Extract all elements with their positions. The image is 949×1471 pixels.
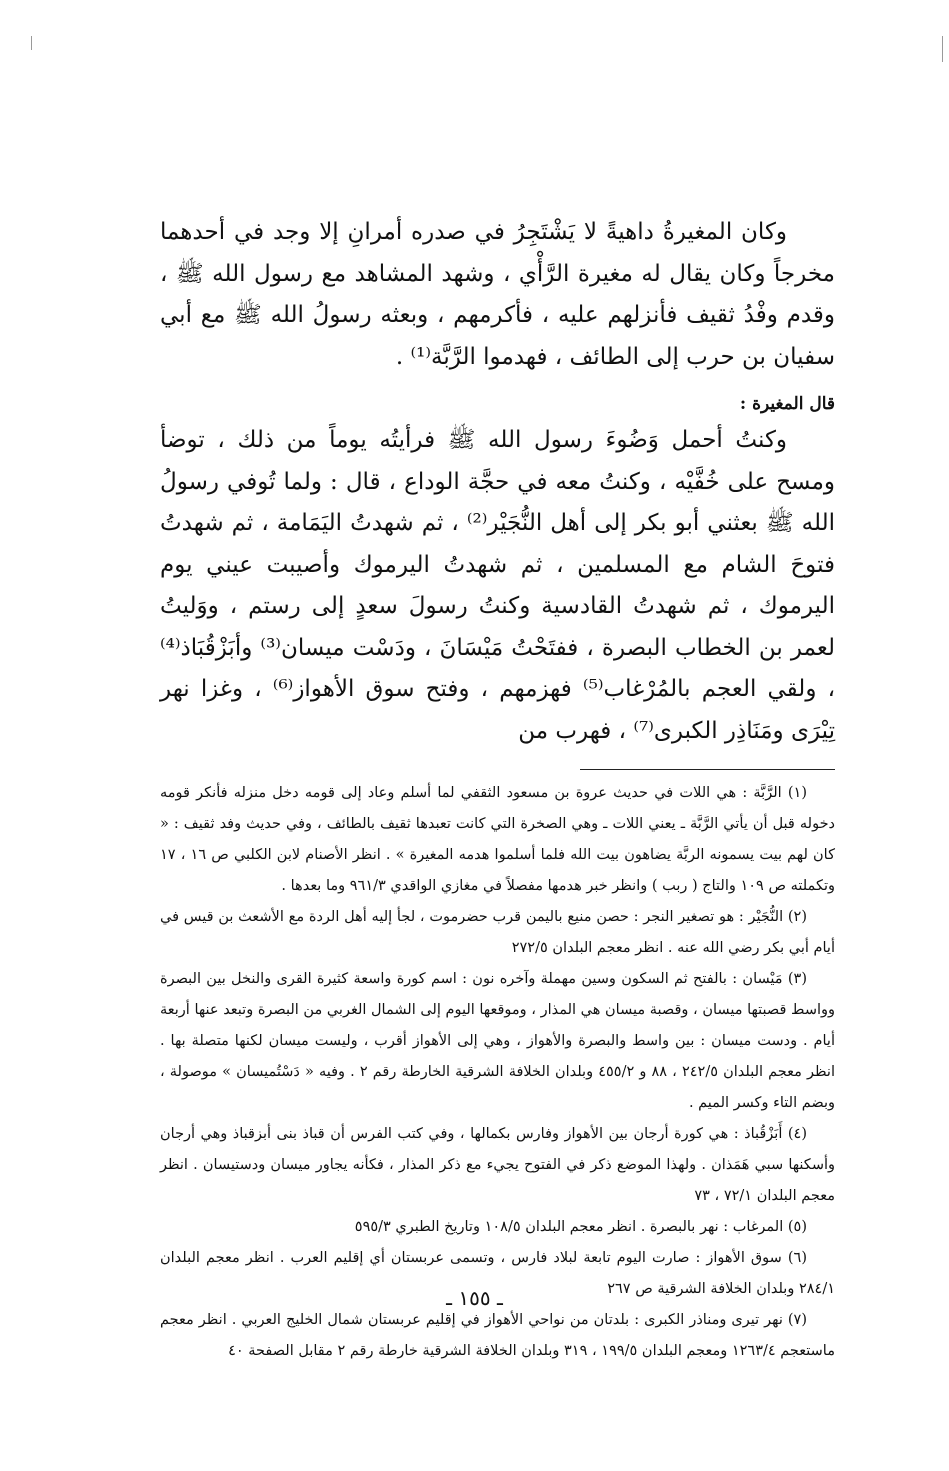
footnote-4: (٤) أَبَزْقُباذ : هي كورة أرجان بين الأهواز وفارس بكمالها ، وفي كتب الفرس أن قباذ بنى أبزقباذ وهي أرجان وأسكنها سبي هَمَذان . ولهذا الموضع ذكر في الفتوح يجيء مع ذكر المذار ، فكأنه يجاور ميسان ودستيسان . انظر معجم البلدان ٧٢/١ ، ٧٣ xyxy=(160,1126,835,1204)
footnotes xyxy=(160,778,835,1367)
main-text xyxy=(160,212,835,752)
footnote-5: (٥) المرغاب : نهر بالبصرة . انظر معجم البلدان ١٠٨/٥ وتاريخ الطبري ٥٩٥/٣ xyxy=(354,1219,807,1235)
footnote-separator xyxy=(580,769,835,770)
page-body xyxy=(160,212,835,1367)
footnote-2: (٢) النُّجَيْر : هو تصغير النجر : حصن منيع باليمن قرب حضرموت ، لجأ إليه أهل الردة مع الأشعث بن قيس في أيام أبي بكر رضي الله عنه . انظر معجم البلدان ٢٧٢/٥ xyxy=(160,909,835,956)
footnote-1: (١) الرَّبَّة : هي اللات في حديث عروة بن مسعود الثقفي لما أسلم وعاد إلى قومه دخل منزله فأنكر قومه دخوله قبل أن يأتي الرَّبَّة ـ يعني اللات ـ وهي الصخرة التي كانت تعبدها ثقيف بالطائف ، وفي حديث وفد ثقيف : « كان لهم بيت يسمونه الربَّة يضاهون بيت الله فلما أسلموا هدمه المغيرة » . انظر الأصنام لابن الكلبي ص ١٦ ، ١٧ وتكملته ص ١٠٩ والتاج ( ربب ) وانظر خبر هدمها مفصلاً في مغازي الواقدي ٩٦١/٣ وما بعدها . xyxy=(160,785,835,894)
footnote-7: (٧) نهر تيرى ومناذر الكبرى : بلدتان من نواحي الأهواز في إقليم عربستان شمال الخليج العربي . انظر معجم ماستعجم ١٢٦٣/٤ ومعجم البلدان ١٩٩/٥ ، ٣١٩ وبلدان الخلافة الشرقية خارطة رقم ٢ مقابل الصفحة ٤٠ xyxy=(160,1312,835,1359)
scan-edge-mark-left xyxy=(31,36,32,50)
footnote-3: (٣) مَيْسان : بالفتح ثم السكون وسين مهملة وآخره نون : اسم كورة واسعة كثيرة القرى والنخل بين البصرة وواسط قصبتها ميسان ، وقصبة ميسان هي المذار ، وموقعها اليوم إلى الشمال الغربي من البصرة وتبعد عنها أربعة أيام . ودست ميسان : بين واسط والبصرة والأهواز ، وهي إلى الأهواز أقرب ، وليست ميسان لكنها متصلة بها . انظر معجم البلدان ٢٤٢/٥ ، ٨٨ و ٤٥٥/٢ وبلدان الخلافة الشرقية الخارطة رقم ٢ . وفيه « دَسْتُميسان » موصولة ، وبضم التاء وكسر الميم . xyxy=(160,971,835,1111)
section-heading: قال المغيرة : xyxy=(739,394,835,414)
scan-edge-mark-right xyxy=(942,36,943,62)
main-paragraph-2: وكنتُ أحمل وَضُوءَ رسول الله ﷺ فرأيتُه يوماً من ذلك ، توضأ ومسح على خُفَّيْه ، وكنتُ معه في حجَّة الوداع ، قال : ولما تُوفي رسولُ الله ﷺ بعثني أبو بكر إلى أهل النُّجَيْر⁽²⁾ ، ثم شهدتُ اليَمَامة ، ثم شهدتُ فتوحَ الشام مع المسلمين ، ثم شهدتُ اليرموك وأصيبت عيني يوم اليرموك ، ثم شهدتُ القادسية وكنتُ رسولَ سعدٍ إلى رستم ، ووَليتُ لعمر بن الخطاب البصرة ، ففتَحْتُ مَيْسَانَ ، ودَسْت ميسان⁽³⁾ وأبَزْقُبَاذ⁽⁴⁾ ، ولقي العجم بالمُرْغاب⁽⁵⁾ فهزمهم ، وفتح سوق الأهواز⁽⁶⁾ ، وغزا نهر تِيْرَى ومَنَاذِر الكبرى⁽⁷⁾ ، فهرب من xyxy=(160,427,835,744)
main-paragraph-1: وكان المغيرةُ داهيةً لا يَشْتَجِرُ في صدره أمرانِ إلا وجد في أحدهما مخرجاً وكان يقال له مغيرة الرَّأْي ، وشهد المشاهد مع رسول الله ﷺ ، وقدم وفْدُ ثقيف فأنزلهم عليه ، فأكرمهم ، وبعثه رسولُ الله ﷺ مع أبي سفيان بن حرب إلى الطائف ، فهدموا الرَّبَّة⁽¹⁾ . xyxy=(160,219,835,370)
footnote-6: (٦) سوق الأهواز : صارت اليوم تابعة لبلاد فارس ، وتسمى عربستان أي إقليم العرب . انظر معجم البلدان ٢٨٤/١ وبلدان الخلافة الشرقية ص ٢٦٧ xyxy=(160,1250,835,1297)
page-number: ـ ١٥٥ ـ xyxy=(446,1286,503,1310)
